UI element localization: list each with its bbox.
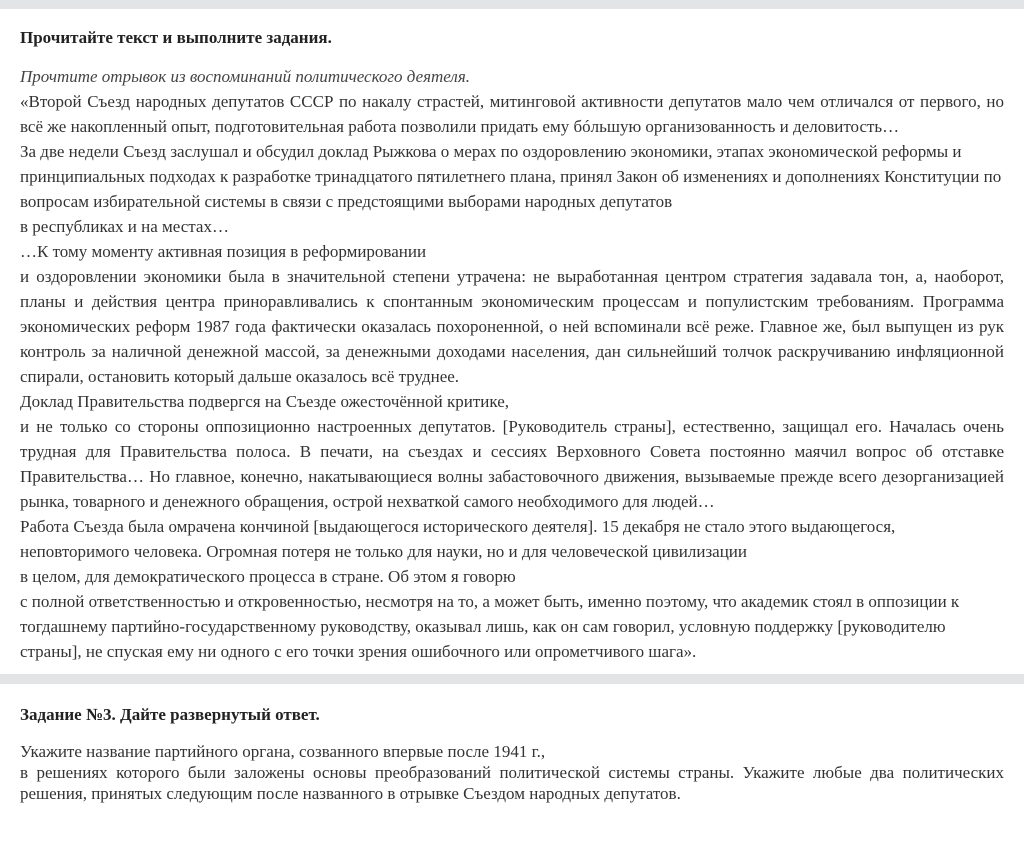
source-paragraph: За две недели Съезд заслушал и обсудил доклад Рыжкова о мерах по оздоровлению экономики, этапах экономической реформы и принципиальных подходах к разработке тринадцатого пятилетнего плана, принял Закон об изменениях и дополнениях Конституции по вопросам избирательной системы в связи с предстоящими выборами народных депутатов (20, 142, 1002, 211)
task-heading: Задание №3. Дайте развернутый ответ. (20, 705, 320, 724)
source-paragraph: с полной ответственностью и откровенностью, несмотря на то, а может быть, именно поэтому, что академик стоял в оппозиции к тогдашнему партийно-государственному руководству, оказывал лишь, как он сам говорил, условную поддержку [руководителю страны], не спуская ему ни одного с его точки зрения ошибочного или опрометчивого шага». (20, 592, 960, 661)
source-paragraph: …К тому моменту активная позиция в реформировании (20, 242, 427, 261)
source-paragraph: в целом, для демократического процесса в стране. Об этом я говорю (20, 567, 516, 586)
source-paragraph: Работа Съезда была омрачена кончиной [выдающегося исторического деятеля]. 15 декабря не стало этого выдающегося, неповторимого человека. Огромная потеря не только для науки, но и для человеческой цивилизации (20, 517, 896, 561)
source-paragraph: Доклад Правительства подвергся на Съезде ожесточённой критике, (20, 392, 509, 411)
source-paragraph: «Второй Съезд народных депутатов СССР по накалу страстей, митинговой активности депутатов мало чем отличался от первого, но всё же накопленный опыт, подготовительная работа позволили придать ему бóльшую организованность и деловитость… (20, 92, 1004, 136)
source-paragraph: в республиках и на местах… (20, 217, 229, 236)
source-paragraph: и оздоровлении экономики была в значительной степени утрачена: не выработанная центром стратегия задавала тон, а, наоборот, планы и действия центра приноравливались к спонтанным экономическим процессам и популистским требованиям. Программа экономических реформ 1987 года фактически оказалась похороненной, о ней вспоминали всё реже. Главное же, был выпущен из рук контроль за наличной денежной массой, за денежными доходами населения, дан сильнейший толчок раскручиванию инфляционной спирали, остановить который дальше оказалось всё труднее. (20, 267, 1004, 386)
top-divider-band (0, 0, 1024, 9)
source-section (0, 28, 1024, 664)
section-divider-band (0, 674, 1024, 684)
task-question (20, 741, 1004, 804)
task-section (0, 705, 1024, 804)
source-intro: Прочтите отрывок из воспоминаний политического деятеля. (20, 67, 470, 86)
task-question-line: в решениях которого были заложены основы преобразований политической системы страны. Укажите любые два политических решения, принятых следующим после названного в отрывке Съездом народных депутатов. (20, 763, 1004, 803)
source-paragraph: и не только со стороны оппозиционно настроенных депутатов. [Руководитель страны], естественно, защищал его. Началась очень трудная для Правительства полоса. В печати, на съездах и сессиях Верховного Совета постоянно маячил вопрос об отставке Правительства… Но главное, конечно, накатывающиеся волны забастовочного движения, вызываемые прежде всего дезорганизацией рынка, товарного и денежного обращения, острой нехваткой самого необходимого для людей… (20, 417, 1004, 511)
instructions-heading: Прочитайте текст и выполните задания. (20, 28, 332, 47)
task-question-line: Укажите название партийного органа, созванного впервые после 1941 г., (20, 742, 546, 761)
